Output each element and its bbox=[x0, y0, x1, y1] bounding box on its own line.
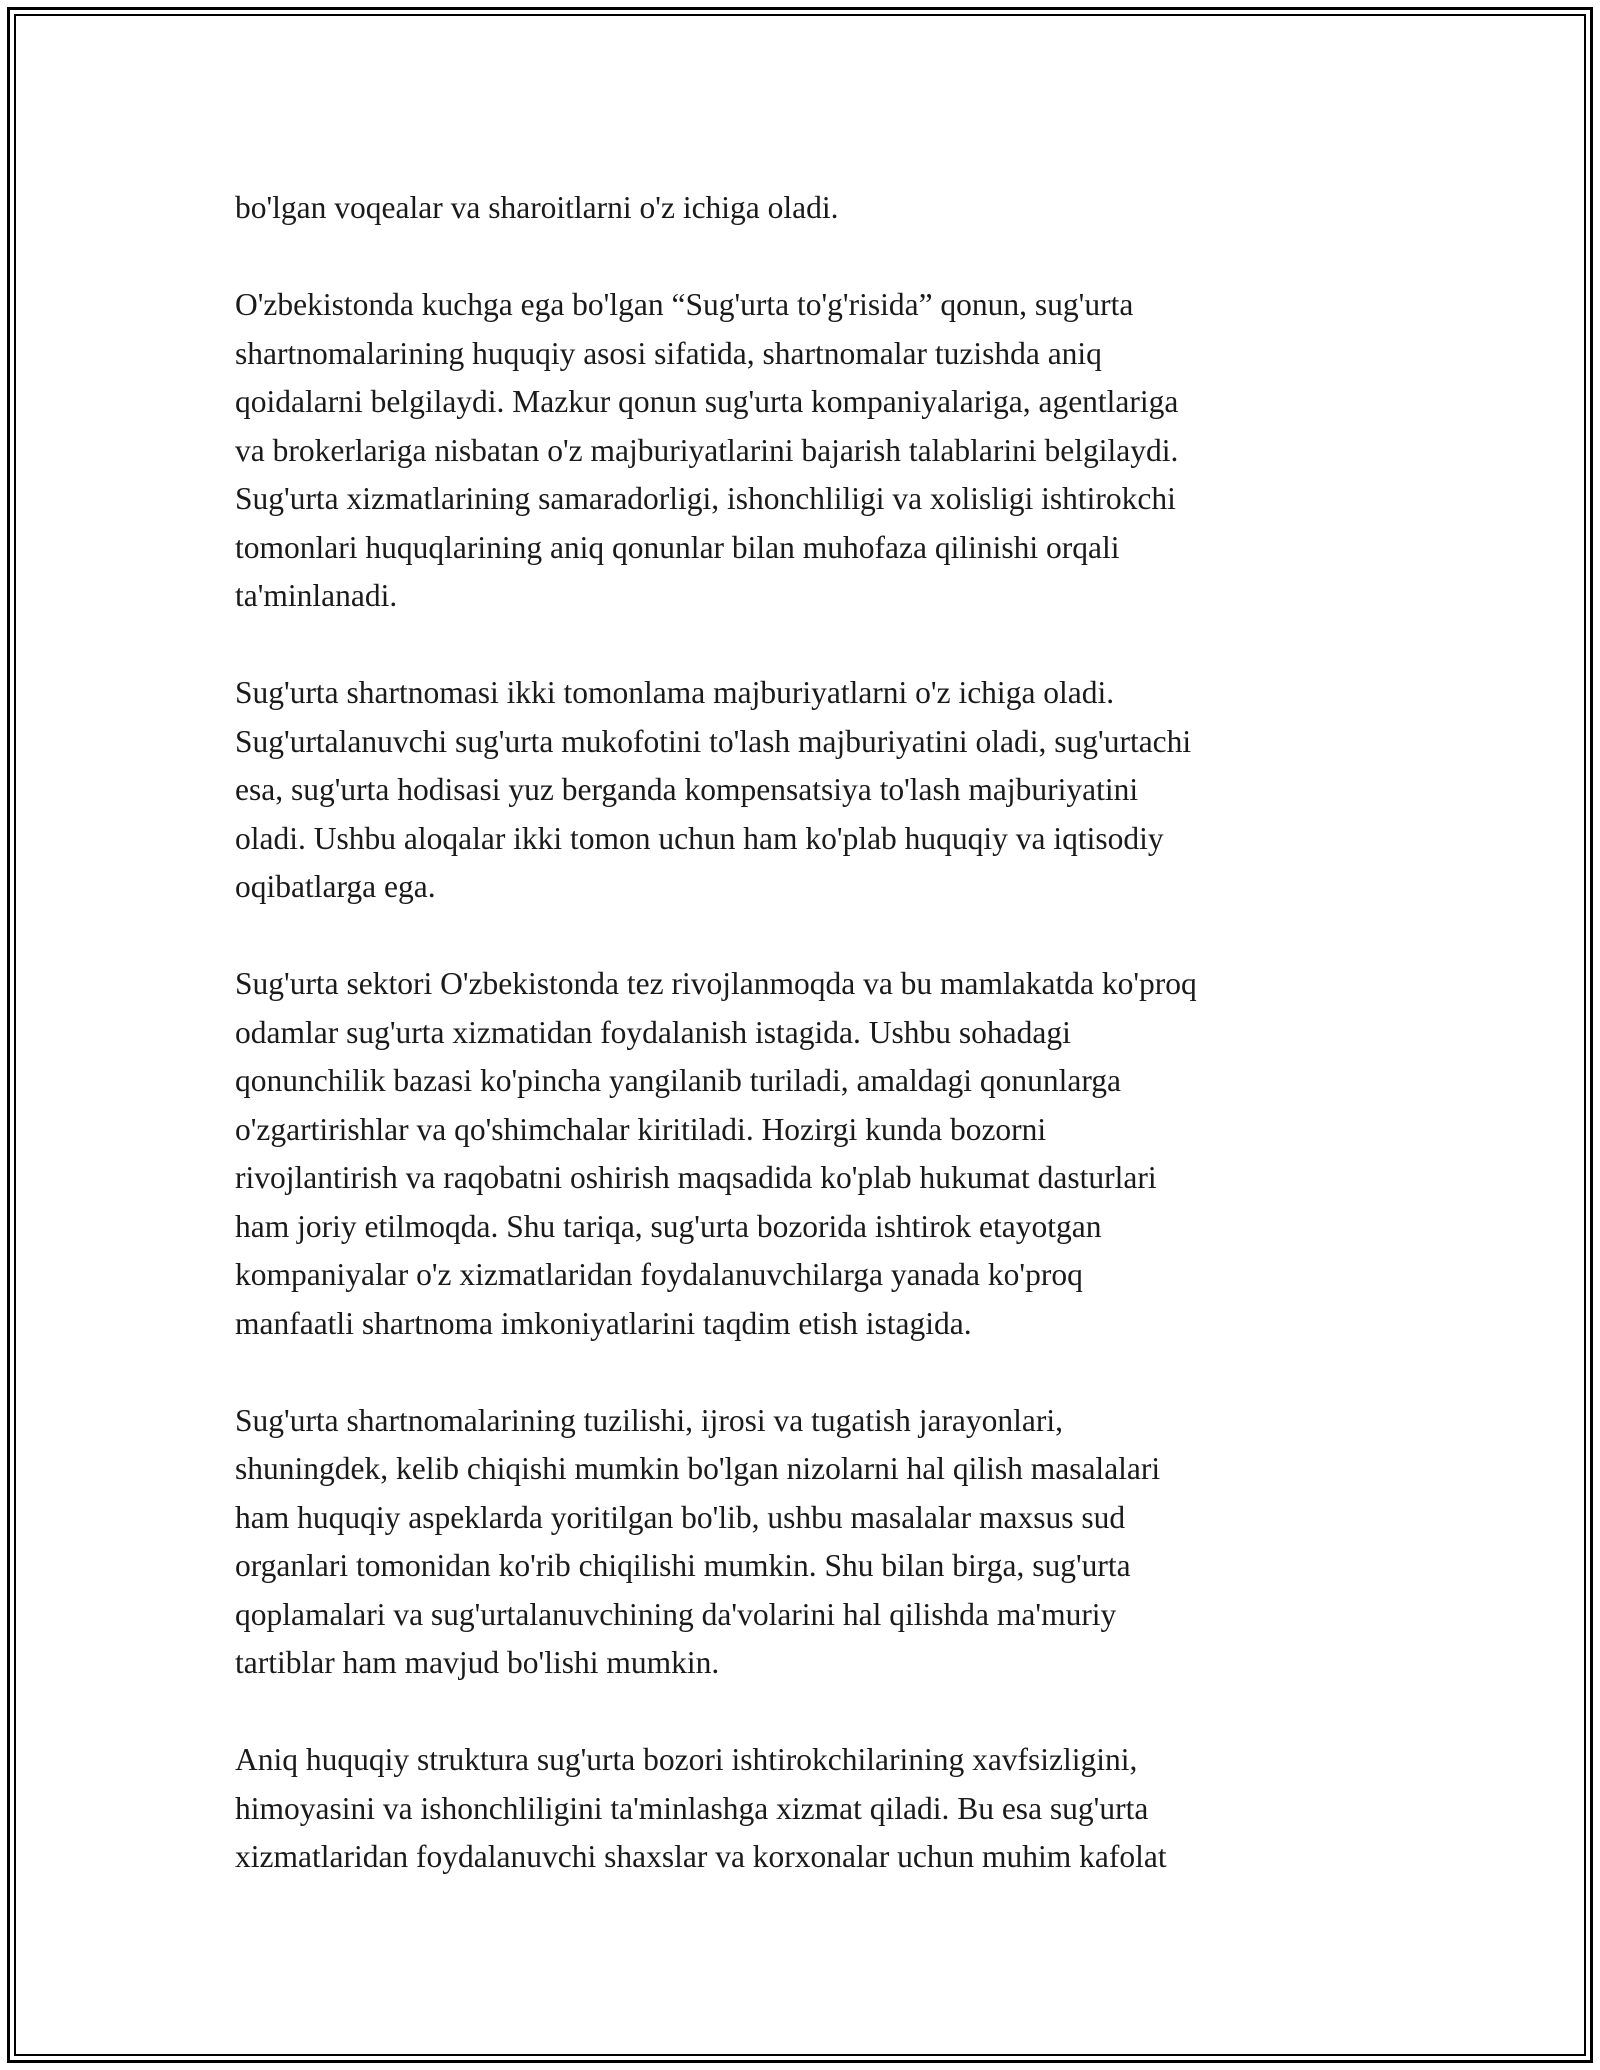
text-line: qoplamalari va sug'urtalanuvchining da'volarini hal qilishda ma'muriy bbox=[235, 1596, 1117, 1632]
text-line: qonunchilik bazasi ko'pincha yangilanib turiladi, amaldagi qonunlarga bbox=[235, 1063, 1121, 1098]
text-line: xizmatlaridan foydalanuvchi shaxslar va korxonalar uchun muhim kafolat bbox=[235, 1839, 1167, 1874]
text-line: tomonlari huquqlarining aniq qonunlar bilan muhofaza qilinishi orqali bbox=[235, 529, 1120, 565]
text-line: O'zbekistonda kuchga ega bo'lgan “Sug'urta to'g'risida” qonun, sug'urta bbox=[235, 287, 1134, 322]
document-body bbox=[235, 184, 1385, 1930]
text-line: shuningdek, kelib chiqishi mumkin bo'lgan nizolarni hal qilish masalalari bbox=[235, 1451, 1161, 1486]
text-line: o'zgartirishlar va qo'shimchalar kiritiladi. Hozirgi kunda bozorni bbox=[235, 1111, 1047, 1147]
text-line: Sug'urta shartnomasi ikki tomonlama majburiyatlarni o'z ichiga oladi. bbox=[235, 675, 1115, 710]
paragraph-2 bbox=[235, 281, 1385, 621]
text-line: manfaatli shartnoma imkoniyatlarini taqdim etish istagida. bbox=[235, 1305, 972, 1341]
paragraph-3 bbox=[235, 669, 1385, 912]
paragraph-4 bbox=[235, 960, 1385, 1348]
text-line: bo'lgan voqealar va sharoitlarni o'z ichiga oladi. bbox=[235, 190, 839, 225]
text-line: Sug'urta sektori O'zbekistonda tez rivojlanmoqda va bu mamlakatda ko'proq bbox=[235, 966, 1197, 1001]
text-line: ta'minlanadi. bbox=[235, 578, 398, 613]
text-line: Sug'urta xizmatlarining samaradorligi, ishonchliligi va xolisligi ishtirokchi bbox=[235, 481, 1176, 516]
text-line: organlari tomonidan ko'rib chiqilishi mumkin. Shu bilan birga, sug'urta bbox=[235, 1548, 1131, 1583]
text-line: ham joriy etilmoqda. Shu tariqa, sug'urta bozorida ishtirok etayotgan bbox=[235, 1208, 1102, 1244]
text-line: qoidalarni belgilaydi. Mazkur qonun sug'urta kompaniyalariga, agentlariga bbox=[235, 384, 1179, 419]
text-line: oqibatlarga ega. bbox=[235, 869, 436, 904]
text-line: shartnomalarining huquqiy asosi sifatida, shartnomalar tuzishda aniq bbox=[235, 335, 1102, 371]
paragraph-1 bbox=[235, 184, 1385, 233]
text-line: tartiblar ham mavjud bo'lishi mumkin. bbox=[235, 1645, 720, 1680]
paragraph-5 bbox=[235, 1397, 1385, 1688]
text-line: ham huquqiy aspeklarda yoritilgan bo'lib, ushbu masalalar maxsus sud bbox=[235, 1499, 1126, 1535]
text-line: esa, sug'urta hodisasi yuz berganda kompensatsiya to'lash majburiyatini bbox=[235, 772, 1139, 807]
text-line: rivojlantirish va raqobatni oshirish maqsadida ko'plab hukumat dasturlari bbox=[235, 1160, 1157, 1195]
text-line: Aniq huquqiy struktura sug'urta bozori ishtirokchilarining xavfsizligini, bbox=[235, 1742, 1138, 1777]
text-line: himoyasini va ishonchliligini ta'minlashga xizmat qiladi. Bu esa sug'urta bbox=[235, 1790, 1149, 1826]
text-line: kompaniyalar o'z xizmatlaridan foydalanuvchilarga yanada ko'proq bbox=[235, 1257, 1083, 1292]
paragraph-6 bbox=[235, 1736, 1385, 1882]
text-line: va brokerlariga nisbatan o'z majburiyatlarini bajarish talablarini belgilaydi. bbox=[235, 432, 1179, 468]
text-line: Sug'urtalanuvchi sug'urta mukofotini to'lash majburiyatini oladi, sug'urtachi bbox=[235, 723, 1192, 759]
text-line: Sug'urta shartnomalarining tuzilishi, ijrosi va tugatish jarayonlari, bbox=[235, 1402, 1064, 1438]
text-line: oladi. Ushbu aloqalar ikki tomon uchun ham ko'plab huquqiy va iqtisodiy bbox=[235, 820, 1164, 856]
text-line: odamlar sug'urta xizmatidan foydalanish istagida. Ushbu sohadagi bbox=[235, 1014, 1071, 1050]
